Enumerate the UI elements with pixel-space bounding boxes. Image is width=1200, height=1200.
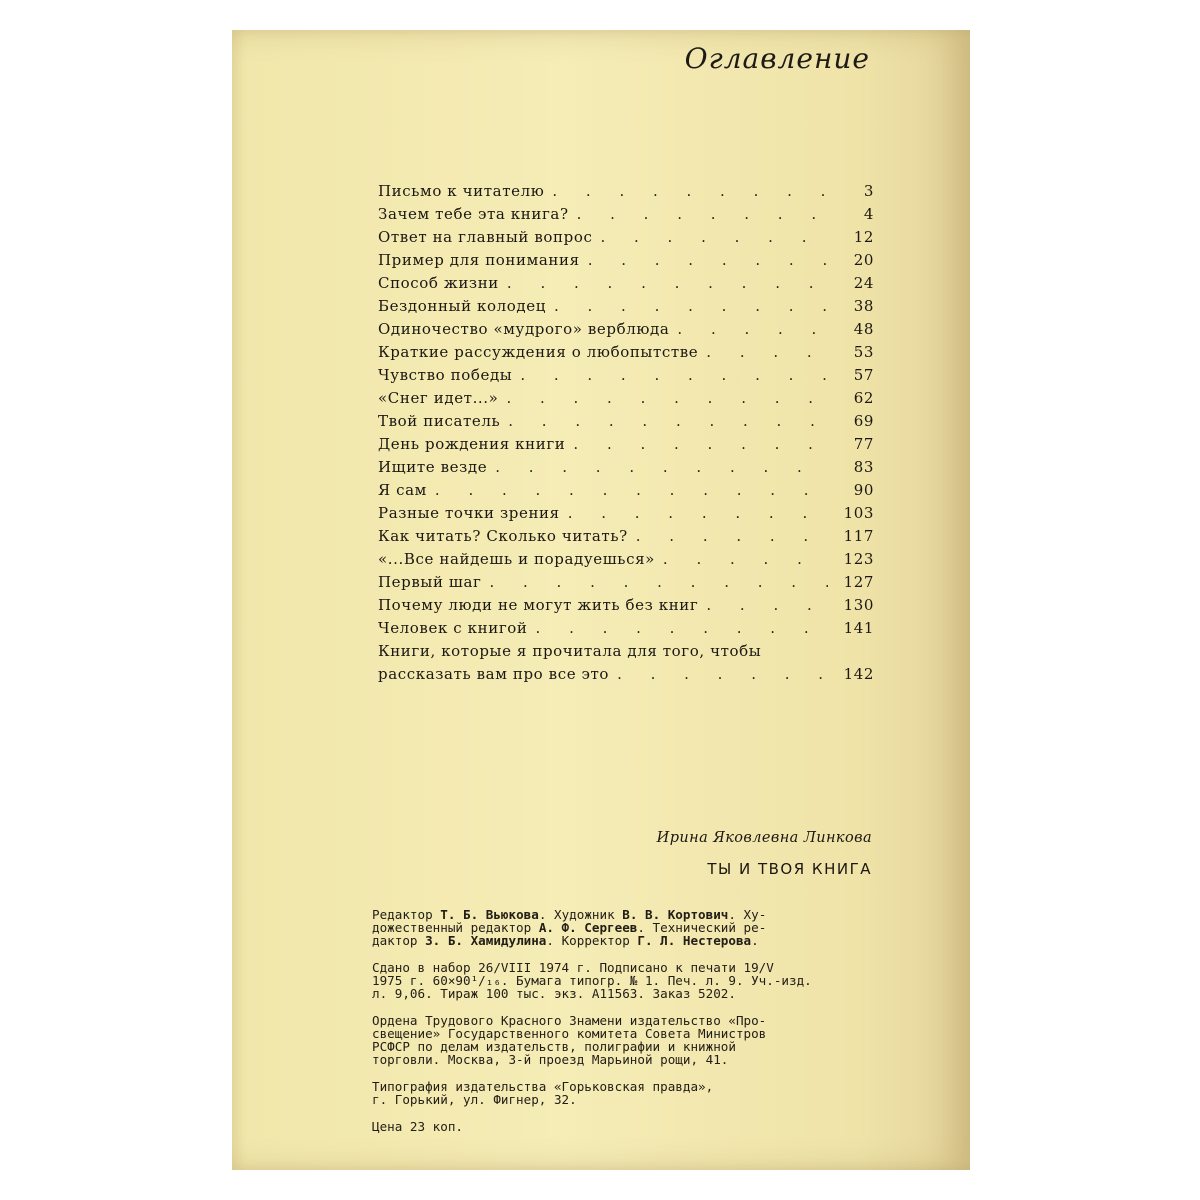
toc-entry-page: 24 (853, 274, 874, 292)
credits-text: . Корректор (546, 933, 638, 948)
credits-text: дожественный редактор (372, 920, 539, 935)
leader-dots (507, 274, 828, 292)
toc-entry-page: 77 (853, 435, 874, 453)
publisher-line: свещение» Государственного комитета Совета Министров (372, 1026, 767, 1041)
leader-dots (677, 320, 828, 338)
price: Цена 23 коп. (372, 1119, 463, 1134)
toc-entry-page: 62 (853, 389, 874, 407)
leader-dots (520, 366, 828, 384)
toc-entry-title: Ответ на главный вопрос (378, 228, 593, 246)
toc-entry-page: 38 (853, 297, 874, 315)
credits-text: дактор (372, 933, 426, 948)
toc-entry-title: Одиночество «мудрого» верблюда (378, 320, 670, 338)
toc-entry-page: 12 (853, 228, 874, 246)
toc-entry-title: Краткие рассуждения о любопытстве (378, 343, 699, 361)
toc-entry-title: Как читать? Сколько читать? (378, 527, 628, 545)
toc-entry-title: Бездонный колодец (378, 297, 546, 315)
toc-entry-title: Письмо к читателю (378, 182, 545, 200)
toc-entry-title: Я сам (378, 481, 427, 499)
leader-dots (506, 389, 828, 407)
leader-dots (706, 596, 828, 614)
leader-dots (663, 550, 828, 568)
publisher-info (372, 1014, 872, 1066)
toc-entry-title-line1: Книги, которые я прочитала для того, чтобы (378, 642, 762, 660)
leader-dots (508, 412, 828, 430)
leader-dots (435, 481, 828, 499)
credits-text: . Технический ре- (637, 920, 767, 935)
art-editor-name: А. Ф. Сергеев (538, 920, 638, 935)
artist-name: В. В. Кортович (622, 907, 729, 922)
leader-dots (552, 182, 828, 200)
credits (372, 908, 872, 947)
toc-entry-title: Твой писатель (378, 412, 501, 430)
toc-entry[interactable] (378, 389, 874, 412)
toc-entry-title: Чувство победы (378, 366, 513, 384)
proofreader-name: Г. Л. Нестерова (637, 933, 752, 948)
toc-entry-page: 90 (853, 481, 874, 499)
leader-dots (636, 527, 828, 545)
toc-entry[interactable] (378, 366, 874, 389)
toc-entry[interactable] (378, 619, 874, 642)
toc-entry-page: 103 (843, 504, 874, 522)
book-title: ТЫ И ТВОЯ КНИГА (707, 860, 872, 878)
toc-entry[interactable] (378, 320, 874, 343)
toc-entry-page: 117 (843, 527, 874, 545)
toc-entry-title: День рождения книги (378, 435, 566, 453)
toc-entry[interactable] (378, 274, 874, 297)
leader-dots (577, 205, 828, 223)
toc-entry[interactable] (378, 642, 874, 688)
toc-entry-title: Способ жизни (378, 274, 499, 292)
leader-dots (554, 297, 828, 315)
credits-text: . (751, 933, 759, 948)
toc-entry-title: Почему люди не могут жить без книг (378, 596, 699, 614)
credits-text: . Ху- (728, 907, 767, 922)
printing-house-line: Типография издательства «Горьковская правда», (372, 1079, 714, 1094)
tech-editor-name: З. Б. Хамидулина (425, 933, 547, 948)
toc-entry-title: Ищите везде (378, 458, 488, 476)
toc-entry[interactable] (378, 251, 874, 274)
toc-entry[interactable] (378, 527, 874, 550)
credits-text: Редактор (372, 907, 441, 922)
leader-dots (588, 251, 828, 269)
toc-entry-page: 53 (853, 343, 874, 361)
leader-dots (568, 504, 828, 522)
toc-entry[interactable] (378, 182, 874, 205)
publisher-line: торговли. Москва, 3-й проезд Марьиной рощи, 41. (372, 1052, 729, 1067)
toc-entry-title: «Снег идет...» (378, 389, 499, 407)
leader-dots (489, 573, 828, 591)
toc-entry-title: Зачем тебе эта книга? (378, 205, 569, 223)
print-details-line: л. 9,06. Тираж 100 тыс. экз. А11563. Заказ 5202. (372, 986, 736, 1001)
toc-entry[interactable] (378, 573, 874, 596)
credits-line (372, 934, 872, 947)
leader-dots (617, 665, 828, 683)
editor-name: Т. Б. Вьюкова (440, 907, 539, 922)
toc-entry-page: 48 (853, 320, 874, 338)
toc-entry[interactable] (378, 297, 874, 320)
toc-entry-page: 142 (843, 665, 874, 683)
toc-entry-page: 69 (853, 412, 874, 430)
toc-heading: Оглавление (684, 42, 870, 75)
toc-entry[interactable] (378, 435, 874, 458)
leader-dots (706, 343, 828, 361)
publisher-line: Ордена Трудового Красного Знамени издательство «Про- (372, 1013, 767, 1028)
toc-entry[interactable] (378, 504, 874, 527)
toc-entry[interactable] (378, 481, 874, 504)
print-details (372, 961, 872, 1000)
toc-entry-page: 130 (843, 596, 874, 614)
toc-entry-title: Разные точки зрения (378, 504, 560, 522)
print-details-line: Сдано в набор 26/VIII 1974 г. Подписано к печати 19/V (372, 960, 774, 975)
toc-entry-page: 141 (843, 619, 874, 637)
print-details-line: 1975 г. 60×90¹/₁₆. Бумага типогр. № 1. Печ. л. 9. Уч.-изд. (372, 973, 812, 988)
printing-house-line: г. Горький, ул. Фигнер, 32. (372, 1092, 577, 1107)
toc-entry[interactable] (378, 228, 874, 251)
toc-entry-page: 20 (853, 251, 874, 269)
printing-house (372, 1080, 872, 1106)
toc-entry-page: 4 (863, 205, 874, 223)
toc-entry-page: 127 (843, 573, 874, 591)
toc-entry[interactable] (378, 596, 874, 619)
toc-entry[interactable] (378, 412, 874, 435)
book-page (232, 30, 970, 1170)
imprint (372, 830, 872, 1133)
toc-entry[interactable] (378, 205, 874, 228)
leader-dots (573, 435, 828, 453)
table-of-contents (378, 182, 874, 688)
toc-entry-title: Человек с книгой (378, 619, 528, 637)
toc-entry[interactable] (378, 343, 874, 366)
toc-entry-title: Пример для понимания (378, 251, 580, 269)
toc-entry-page: 3 (863, 182, 874, 200)
toc-entry-page: 123 (843, 550, 874, 568)
credits-text: . Художник (538, 907, 623, 922)
toc-entry-title-line2: рассказать вам про все это (378, 665, 610, 683)
leader-dots (536, 619, 828, 637)
author-name: Ирина Яковлевна Линкова (656, 830, 872, 846)
toc-entry-title: «...Все найдешь и порадуешься» (378, 550, 655, 568)
leader-dots (495, 458, 828, 476)
toc-entry-title: Первый шаг (378, 573, 482, 591)
toc-entry[interactable] (378, 458, 874, 481)
publisher-line: РСФСР по делам издательств, полиграфии и книжной (372, 1039, 736, 1054)
leader-dots (600, 228, 828, 246)
toc-entry-page: 57 (853, 366, 874, 384)
toc-entry-page: 83 (853, 458, 874, 476)
toc-entry[interactable] (378, 550, 874, 573)
